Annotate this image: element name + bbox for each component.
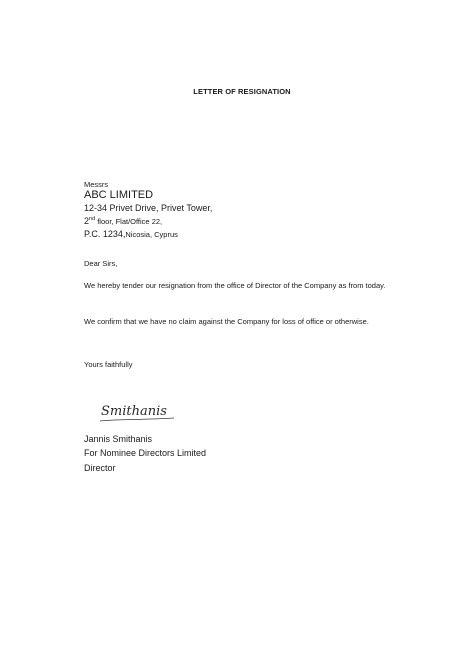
signer-organization: For Nominee Directors Limited [84,448,207,459]
address-line-3 [84,228,212,241]
svg-text:Smithanis: Smithanis [101,404,167,419]
closing: Yours faithfully [84,360,133,369]
addressee-salutation: Messrs [84,180,109,189]
address-line-2-rest: floor, Flat/Office 22, [95,216,163,226]
body-paragraph-2: We confirm that we have no claim against the Company for loss of office or otherwise. [84,317,369,326]
handwritten-signature [98,400,178,426]
address-line-2 [84,215,212,228]
address-line-3-prefix: P.C. 1234, [84,228,126,239]
address-line-2-ordinal: nd [89,215,96,222]
address-line-3-rest: Nicosia, Cyprus [125,229,178,239]
address-line-2-prefix: 2 [84,215,90,226]
address-line-1: 12-34 Privet Drive, Privet Tower, [84,202,213,213]
signer-block [84,432,206,475]
letter-title: LETTER OF RESIGNATION [193,87,291,96]
greeting: Dear Sirs, [84,259,118,268]
body-paragraph-1: We hereby tender our resignation from the office of Director of the Company as from today. [84,281,386,290]
addressee-block [84,180,212,241]
addressee-company: ABC LIMITED [84,189,154,201]
signer-name: Jannis Smithanis [84,434,153,444]
signer-role: Director [84,462,116,473]
